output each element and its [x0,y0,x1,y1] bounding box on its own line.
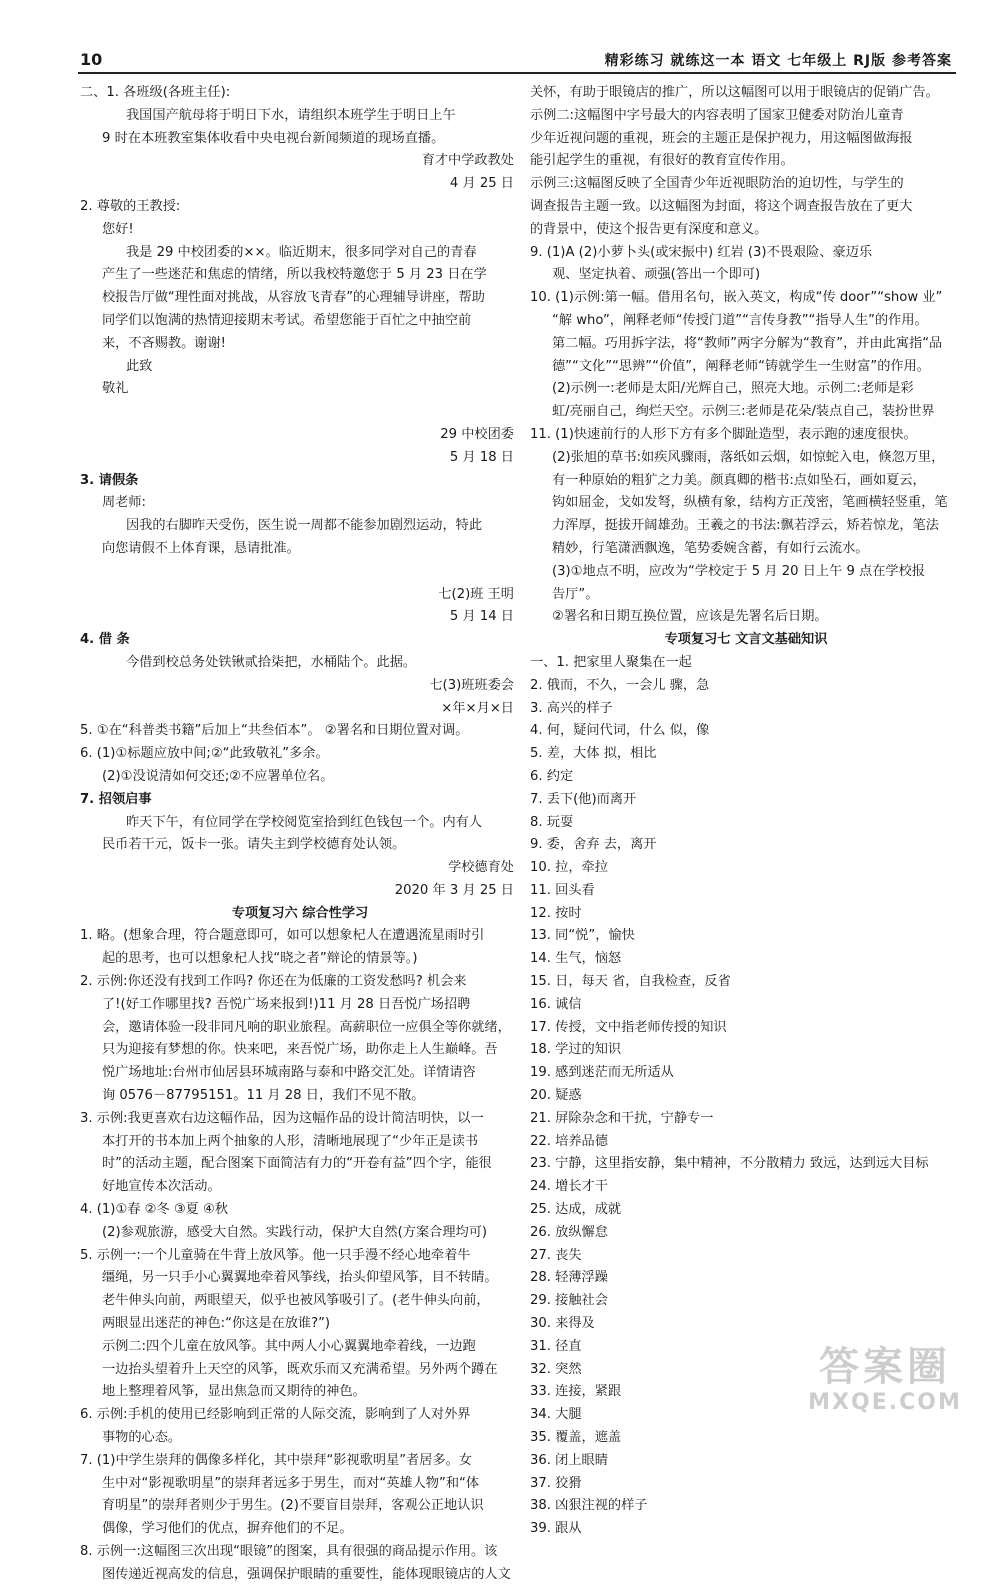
text-line: 37. 狡猾 [530,1475,582,1491]
text-line: 6. 约定 [530,768,574,784]
text-line: 9. 委，舍弃 去，离开 [530,837,657,853]
text-line: 此致 [126,358,153,374]
page-number: 10 [80,50,103,69]
text-line: 17. 传授，文中指老师传授的知识 [530,1019,727,1035]
text-line: 悦广场地址:台州市仙居县环城南路与泰和中路交汇处。详情请咨 [102,1065,476,1081]
text-line: 的背景中，使这个报告更有深度和意义。 [530,221,768,237]
text-line: 老牛伸头向前，两眼望天，似乎也被风筝吸引了。(老牛伸头向前， [102,1293,490,1309]
text-line: 育明星”的崇拜者则少于男生。(2)不要盲目崇拜，客观公正地认识 [102,1498,484,1514]
text-line: 7. (1)中学生崇拜的偶像多样化，其中崇拜“影视歌明星”者居多。女 [80,1452,472,1468]
text-line: 5 月 14 日 [449,609,514,625]
text-line: 9. (1)A (2)小萝卜头(或宋振中) 红岩 (3)不畏艰险、豪迈乐 [530,244,873,260]
text-line: 2. 尊敬的王教授: [80,198,181,214]
text-line: 5. 示例一:一个儿童骑在牛背上放风筝。他一只手漫不经心地牵着牛 [80,1247,471,1263]
text-line: 10. (1)示例:第一幅。借用名句，嵌入英文，构成“传 door”“show 业” [530,290,943,306]
text-line: 了!(好工作哪里找? 吾悦广场来报到!)11 月 28 日吾悦广场招聘 [102,996,471,1012]
text-line: 能引起学生的重视，有很好的教育宣传作用。 [530,153,794,169]
text-line: 23. 宁静，这里指安静，集中精神，不分散精力 致远，达到远大目标 [530,1156,929,1172]
header-rule [78,72,956,74]
text-line: 8. 玩耍 [530,814,574,830]
text-line: 29. 接触社会 [530,1293,608,1309]
text-line: 38. 凶狠注视的样子 [530,1498,648,1514]
text-line: 告厅”。 [552,586,599,602]
text-line: 34. 大腿 [530,1407,582,1423]
text-line: 昨天下午，有位同学在学校阅览室拾到红色钱包一个。内有人 [126,814,483,830]
text-line: (3)①地点不明，应改为“学校定于 5 月 20 日上午 9 点在学校报 [552,563,925,579]
text-line: ×年×月×日 [441,700,514,716]
text-line: 二、1. 各班级(各班主任): [80,85,231,100]
text-line: 德”“文化”“思辨”“价值”，阐释老师“铸就学生一生财富”的作用。 [552,358,930,374]
text-line: 19. 感到迷茫而无所适从 [530,1065,674,1081]
text-line: 10. 拉，牵拉 [530,860,608,876]
text-line: 力浑厚，挺拔开阔雄劲。王羲之的书法:飘若浮云，矫若惊龙，笔法 [552,518,939,534]
text-line: 11. (1)快速前行的人形下方有多个脚趾造型，表示跑的速度很快。 [530,426,917,442]
text-line: 15. 日，每天 省，自我检查，反省 [530,974,731,990]
text-line: 4. (1)①春 ②冬 ③夏 ④秋 [80,1202,229,1218]
text-line: 专项复习七 文言文基础知识 [664,632,828,648]
text-line: 13. 同“悦”，愉快 [530,928,635,944]
text-line: 来，不吝赐教。谢谢! [102,335,226,351]
text-line: 只为迎接有梦想的你。快来吧，来吾悦广场，助你走上人生巅峰。吾 [102,1042,498,1058]
watermark-brand: 答案圈 [819,1344,951,1390]
text-line: 调查报告主题一致。以这幅图为封面，将这个调查报告放在了更大 [530,198,913,214]
text-line: 少年近视问题的重视，班会的主题正是保护视力，用这幅图做海报 [530,130,913,146]
text-line: 好地宣传本次活动。 [102,1179,221,1195]
text-line: 两眼显出迷茫的神色:“你这是在放谁?”) [102,1316,331,1332]
text-line: 27. 丧失 [530,1247,582,1263]
text-line: 24. 增长才干 [530,1179,608,1195]
text-line: 偶像，学习他们的优点，摒弃他们的不足。 [102,1521,353,1537]
text-line: 25. 达成，成就 [530,1202,622,1218]
text-line: 缰绳，另一只手小心翼翼地牵着风筝线，抬头仰望风筝，目不转睛。 [102,1270,498,1286]
text-line: 育才中学政教处 [421,153,514,169]
text-line: 36. 闭上眼睛 [530,1452,608,1468]
text-line: 8. 示例一:这幅图三次出现“眼镜”的图案，具有很强的商品提示作用。该 [80,1544,498,1559]
text-line: 今借到校总务处铁锹贰拾柒把，水桶陆个。此据。 [126,654,417,670]
text-line: (2)参观旅游，感受大自然。实践行动，保护大自然(方案合理均可) [102,1224,488,1240]
text-line: 22. 培养品德 [530,1133,608,1149]
text-line: 7. 丢下(他)而离开 [530,791,637,807]
text-line: 本打开的书本加上两个抽象的人形，清晰地展现了“少年正是读书 [102,1133,479,1149]
right-column [530,82,962,1541]
text-line: 起的思考，也可以想象杞人找“晓之者”辩论的情景等。) [102,951,418,967]
text-line: 4. 何，疑问代词，什么 似，像 [530,723,710,739]
text-line: 6. 示例:手机的使用已经影响到正常的人际交流，影响到了人对外界 [80,1407,471,1423]
watermark-logo [790,1345,980,1425]
text-line: 您好! [102,221,134,237]
text-line: 向您请假不上体育课，恳请批准。 [102,540,300,556]
text-line: “解 who”，阐释老师“传授门道”“言传身教”“指导人生”的作用。 [552,312,928,328]
text-line: 七(3)班班委会 [429,677,514,693]
text-line: 26. 放纵懈怠 [530,1224,608,1240]
text-line: 9 时在本班教室集体收看中央电视台新闻频道的现场直播。 [102,130,445,146]
text-line: 11. 回头看 [530,882,595,898]
text-line [80,401,520,424]
text-line: 校报告厅做“理性面对挑战，从容放飞青春”的心理辅导讲座，帮助 [102,290,485,306]
text-line: 同学们以饱满的热情迎接期末考试。希望您能于百忙之中抽空前 [102,312,472,328]
text-line: 图传递近视高发的信息，强调保护眼睛的重要性，能体现眼镜店的人文 [102,1566,511,1582]
text-line: ②署名和日期互换位置，应该是先署名后日期。 [552,609,828,625]
text-line: 我国国产航母将于明日下水，请组织本班学生于明日上午 [126,107,456,123]
text-line: 虹/亮丽自己，绚烂天空。示例三:老师是花朵/装点自己，装扮世界 [552,404,935,420]
text-line: 询 0576－87795151。11 月 28 日，我们不见不散。 [102,1088,425,1104]
text-line: 学校德育处 [448,860,514,876]
text-line: 因我的右脚昨天受伤，医生说一周都不能参加剧烈运动，特此 [126,518,483,534]
text-line: 示例三:这幅图反映了全国青少年近视眼防治的迫切性，与学生的 [530,176,904,192]
text-line: 精妙，行笔潇洒飘逸，笔势委婉含蓄，有如行云流水。 [552,540,869,556]
text-line: 3. 高兴的样子 [530,700,613,716]
text-line: 30. 来得及 [530,1316,595,1332]
text-line: 观、坚定执着、顽强(答出一个即可) [552,267,761,283]
text-line: 5. ①在“科普类书籍”后加上“共叁佰本”。 ②署名和日期位置对调。 [80,723,469,739]
text-line: 5 月 18 日 [449,449,514,465]
text-line: 敬礼 [102,381,129,397]
text-line: 16. 诚信 [530,996,582,1012]
text-line: 七(2)班 王明 [438,586,514,602]
text-line: 示例二:四个儿童在放风筝。其中两人小心翼翼地牵着线，一边跑 [102,1338,476,1354]
text-line: 18. 学过的知识 [530,1042,622,1058]
text-line: 6. (1)①标题应放中间;②“此致敬礼”多余。 [80,746,329,762]
text-line: 20. 疑惑 [530,1088,582,1104]
text-line: 我是 29 中校团委的××。临近期末，很多同学对自己的青春 [126,244,477,260]
text-line: 21. 屏除杂念和干扰，宁静专一 [530,1110,714,1126]
text-line: 12. 按时 [530,905,582,921]
text-line: 2020 年 3 月 25 日 [394,882,514,898]
text-line: 会，邀请体验一段非同凡响的职业旅程。高薪职位一应俱全等你就绪， [102,1019,511,1035]
text-line: 33. 连接，紧跟 [530,1384,622,1400]
text-line: 一边抬头望着升上天空的风筝，既欢乐而又充满希望。另外两个蹲在 [102,1361,498,1377]
text-line: 专项复习六 综合性学习 [231,905,369,921]
text-line: 民币若干元，饭卡一张。请失主到学校德育处认领。 [102,837,406,853]
text-line: 3. 示例:我更喜欢右边这幅作品，因为这幅作品的设计简洁明快，以一 [80,1110,484,1126]
text-line: 29 中校团委 [440,426,514,442]
text-line: 14. 生气，恼怒 [530,951,622,967]
text-line: 事物的心态。 [102,1430,182,1446]
text-line: 5. 差，大体 拟，相比 [530,746,657,762]
text-line: 第二幅。巧用拆字法，将“教师”两字分解为“教育”，并由此寓指“品 [552,335,943,351]
text-line: 7. 招领启事 [80,791,152,807]
text-line: 28. 轻薄浮躁 [530,1270,608,1286]
text-line: 39. 跟从 [530,1521,582,1537]
text-line: 35. 覆盖，遮盖 [530,1430,622,1446]
text-line: 示例二:这幅图中字号最大的内容表明了国家卫健委对防治儿童青 [530,107,904,123]
text-line: 4 月 25 日 [449,176,514,192]
text-line: 4. 借 条 [80,632,130,648]
text-line: 钩如屈金，戈如发弩，纵横有象，结构方正茂密，笔画横轻竖重，笔 [552,495,948,511]
text-line: 周老师: [102,495,147,511]
left-column [80,82,520,1587]
text-line [80,561,520,584]
text-line: 31. 径直 [530,1338,582,1354]
text-line: 产生了一些迷茫和焦虑的情绪，所以我校特邀您于 5 月 23 日在学 [102,267,487,283]
text-line: 时”的活动主题，配合图案下面简洁有力的“开卷有益”四个字，能很 [102,1156,492,1172]
text-line: 关怀，有助于眼镜店的推广，所以这幅图可以用于眼镜店的促销广告。 [530,85,939,100]
text-line: (2)①没说清如何交还;②不应署单位名。 [102,768,334,784]
text-line: 1. 略。(想象合理，符合题意即可，如可以想象杞人在遭遇流星雨时引 [80,928,485,944]
watermark-url: MXQE.COM [808,1390,962,1415]
text-line: 3. 请假条 [80,472,139,488]
text-line: 地上整理着风筝，显出焦急而又期待的神色。 [102,1384,366,1400]
text-line: 生中对“影视歌明星”的崇拜者远多于男生，而对“英雄人物”和“体 [102,1475,480,1491]
running-header: 精彩练习 就练这一本 语文 七年级上 RJ版 参考答案 [604,53,952,69]
text-line: 一、1. 把家里人聚集在一起 [530,654,692,670]
text-line: 有一种原始的粗犷之力美。颜真卿的楷书:点如坠石，画如夏云， [552,472,926,488]
text-line: (2)张旭的草书:如疾风骤雨，落纸如云烟，如惊蛇入电，倏忽万里， [552,449,945,465]
text-line: 2. 示例:你还没有找到工作吗? 你还在为低廉的工资发愁吗? 机会来 [80,974,467,990]
text-line: 2. 俄而，不久，一会儿 骤，急 [530,677,710,693]
text-line: 32. 突然 [530,1361,582,1377]
text-line: (2)示例一:老师是太阳/光辉自己，照亮大地。示例二:老师是彩 [552,381,914,397]
